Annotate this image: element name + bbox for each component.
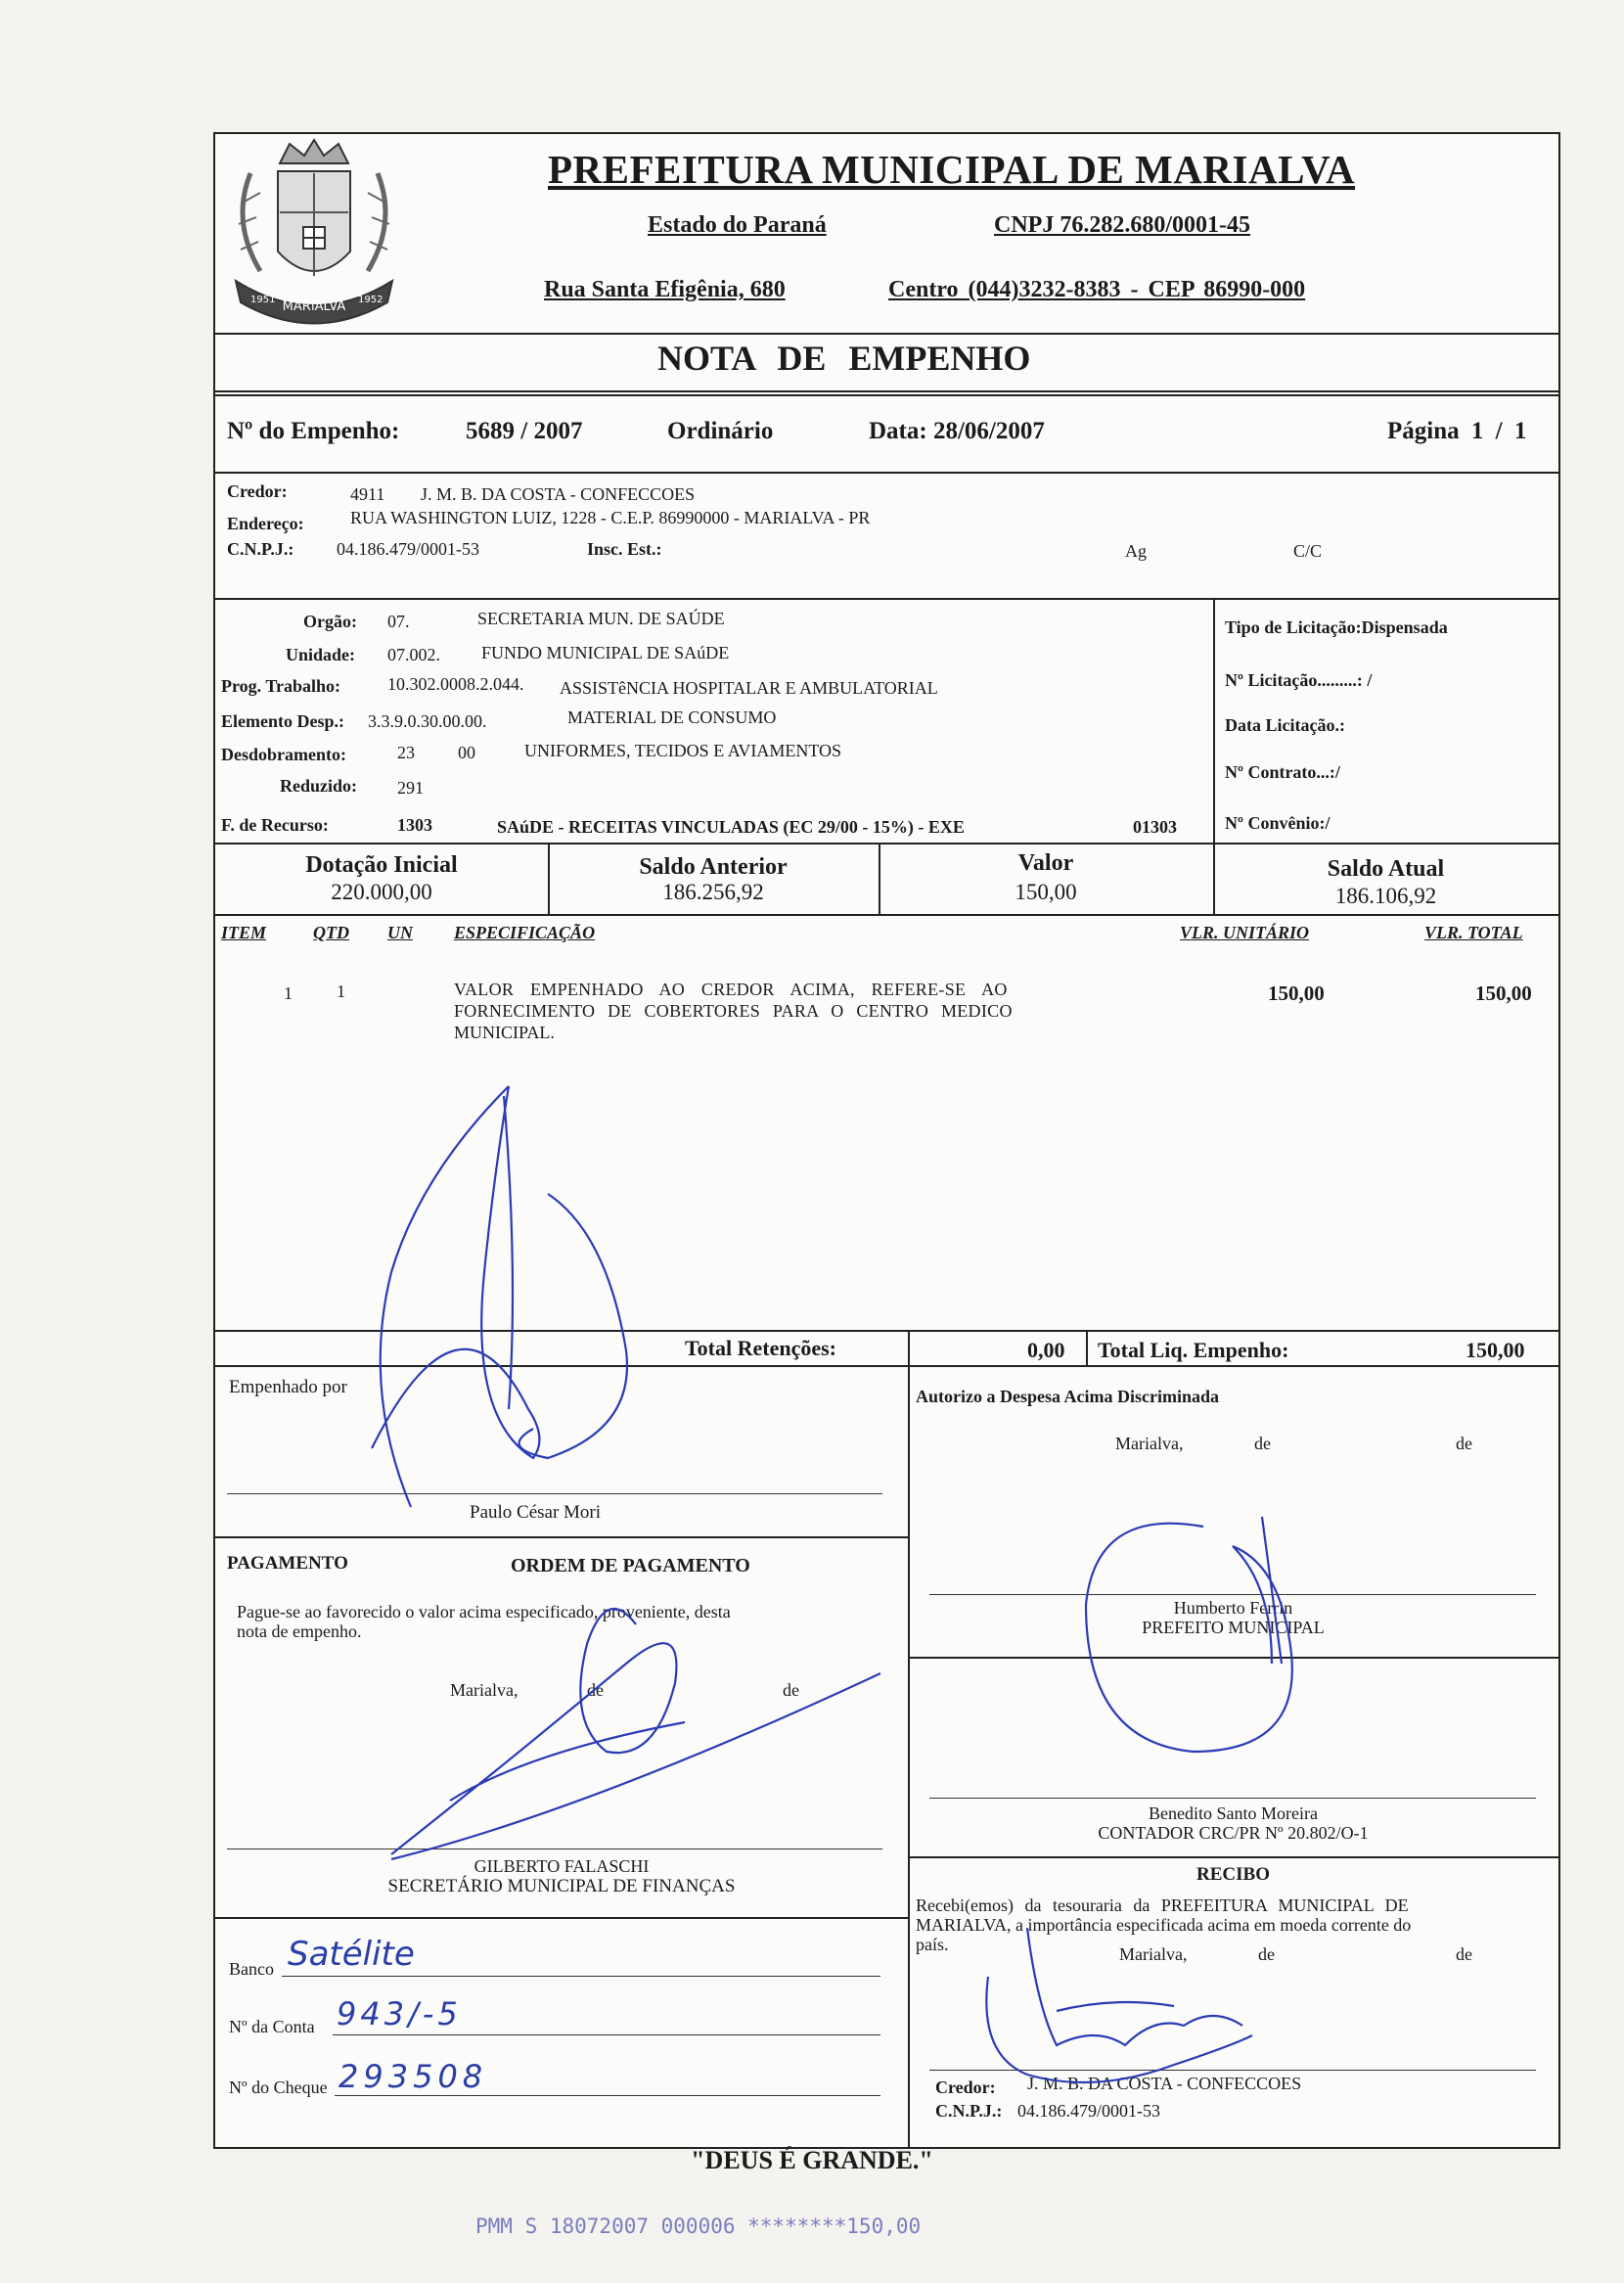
- saldo-label: Saldo Atual: [1327, 856, 1445, 882]
- pagamento-label: PAGAMENTO: [227, 1553, 348, 1574]
- saldo-label: Valor: [1017, 850, 1074, 876]
- orgao-code: 07.: [387, 612, 410, 631]
- recibo-cnpj-label: C.N.P.J.:: [935, 2101, 1003, 2121]
- item-number: 1: [284, 983, 293, 1003]
- licitacao-convenio: Nº Convênio:/: [1225, 813, 1331, 833]
- saldo-value: 186.256,92: [662, 880, 764, 904]
- autorizo-label: Autorizo a Despesa Acima Discriminada: [916, 1387, 1219, 1406]
- ag-label: Ag: [1125, 541, 1147, 561]
- empenho-pagina: Página 1 / 1: [1387, 418, 1527, 444]
- elemento-label: Elemento Desp.:: [221, 711, 344, 731]
- item-unit-value: 150,00: [1268, 982, 1325, 1005]
- recurso-code: 1303: [397, 815, 432, 835]
- banco-value: Satélite: [288, 1935, 415, 1974]
- conta-value: 943/-5: [337, 1995, 462, 2032]
- prog-label: Prog. Trabalho:: [221, 676, 341, 696]
- licitacao-tipo: Tipo de Licitação:Dispensada: [1225, 617, 1448, 637]
- credor-cnpj: 04.186.479/0001-53: [337, 539, 479, 559]
- conta-label: Nº da Conta: [229, 2017, 315, 2036]
- secretario-name: GILBERTO FALASCHI: [474, 1856, 650, 1876]
- motto: "DEUS É GRANDE.": [691, 2146, 933, 2174]
- elemento: MATERIAL DE CONSUMO: [567, 708, 777, 727]
- desdobramento-code2: 00: [458, 743, 475, 762]
- desdobramento-code1: 23: [397, 743, 415, 762]
- col-unit: VLR. UNITÁRIO: [1180, 923, 1310, 942]
- recurso-num: 01303: [1133, 817, 1177, 837]
- header-address: Rua Santa Efigênia, 680: [544, 277, 786, 302]
- header-cnpj: CNPJ 76.282.680/0001-45: [994, 212, 1250, 238]
- item-desc: FORNECIMENTO DE COBERTORES PARA O CENTRO MEDICO: [454, 1001, 1013, 1021]
- recibo-de: de: [1456, 1944, 1472, 1964]
- recibo-cnpj: 04.186.479/0001-53: [1017, 2101, 1160, 2121]
- recibo-credor-label: Credor:: [935, 2078, 996, 2097]
- credor-label: Credor:: [227, 481, 288, 501]
- desdobramento-label: Desdobramento:: [221, 745, 346, 764]
- reduzido: 291: [397, 778, 424, 798]
- saldo-value: 186.106,92: [1334, 884, 1437, 908]
- recibo-text: país.: [916, 1935, 949, 1954]
- elemento-code: 3.3.9.0.30.00.00.: [368, 711, 487, 731]
- cc-label: C/C: [1293, 541, 1323, 561]
- crest-text: MARIALVA: [282, 299, 346, 314]
- contador-title: CONTADOR CRC/PR Nº 20.802/O-1: [1098, 1823, 1369, 1843]
- banco-label: Banco: [229, 1959, 274, 1979]
- credor-code: 4911: [350, 484, 385, 504]
- recibo-de: de: [1258, 1944, 1275, 1964]
- credor-name: J. M. B. DA COSTA - CONFECCOES: [421, 484, 696, 504]
- empenho-number-label: Nº do Empenho:: [227, 418, 400, 444]
- item-desc: MUNICIPAL.: [454, 1023, 555, 1042]
- credor-endereco: RUA WASHINGTON LUIZ, 1228 - C.E.P. 86990000 - MARIALVA - PR: [350, 508, 871, 527]
- prog-code: 10.302.0008.2.044.: [387, 674, 524, 694]
- saldo-value: 150,00: [1015, 880, 1077, 904]
- recibo-credor: J. M. B. DA COSTA - CONFECCOES: [1027, 2074, 1302, 2093]
- unidade-code: 07.002.: [387, 645, 440, 664]
- doc-title: NOTA DE EMPENHO: [657, 339, 1031, 378]
- recibo-city: Marialva,: [1119, 1944, 1188, 1964]
- desdobramento: UNIFORMES, TECIDOS E AVIAMENTOS: [524, 741, 842, 760]
- recibo-text: Recebi(emos) da tesouraria da PREFEITURA MUNICIPAL DE: [916, 1895, 1409, 1915]
- col-item: ITEM: [221, 923, 267, 942]
- saldo-value: 220.000,00: [331, 880, 432, 904]
- pagamento-city: Marialva,: [450, 1680, 519, 1700]
- unidade: FUNDO MUNICIPAL DE SAúDE: [481, 643, 730, 662]
- retencoes-label: Total Retenções:: [685, 1336, 836, 1360]
- empenhado-name: Paulo César Mori: [470, 1502, 602, 1523]
- pagamento-de: de: [783, 1680, 799, 1700]
- prefeito-title: PREFEITO MUNICIPAL: [1142, 1618, 1325, 1637]
- item-qtd: 1: [337, 982, 345, 1001]
- page-title: PREFEITURA MUNICIPAL DE MARIALVA: [548, 147, 1356, 192]
- pagamento-text: nota de empenho.: [237, 1621, 362, 1641]
- retencoes-value: 0,00: [1027, 1338, 1065, 1362]
- empenho-data: Data: 28/06/2007: [869, 418, 1045, 444]
- col-total: VLR. TOTAL: [1424, 923, 1523, 942]
- secretario-title: SECRETÁRIO MUNICIPAL DE FINANÇAS: [387, 1876, 736, 1896]
- liquido-label: Total Liq. Empenho:: [1098, 1338, 1289, 1362]
- autorizo-de: de: [1254, 1434, 1271, 1453]
- insc-label: Insc. Est.:: [587, 539, 662, 559]
- recurso: SAúDE - RECEITAS VINCULADAS (EC 29/00 - 15%) - EXE: [497, 817, 965, 837]
- autorizo-de: de: [1456, 1434, 1472, 1453]
- pagamento-text: Pague-se ao favorecido o valor acima especificado, proveniente, desta: [237, 1602, 731, 1621]
- ordem-pagamento: ORDEM DE PAGAMENTO: [511, 1555, 750, 1576]
- licitacao-data: Data Licitação.:: [1225, 715, 1345, 735]
- col-qtd: QTD: [313, 923, 349, 942]
- crest-year-right: 1952: [358, 295, 383, 305]
- autorizo-city: Marialva,: [1115, 1434, 1184, 1453]
- liquido-value: 150,00: [1466, 1338, 1525, 1362]
- machine-stamp: PMM S 18072007 000006 ********150,00: [475, 2215, 922, 2238]
- cheque-label: Nº do Cheque: [229, 2078, 328, 2097]
- licitacao-numero: Nº Licitação.........: /: [1225, 670, 1373, 690]
- orgao: SECRETARIA MUN. DE SAÚDE: [477, 609, 725, 628]
- cnpj-label: C.N.P.J.:: [227, 539, 294, 559]
- orgao-label: Orgão:: [303, 612, 357, 631]
- reduzido-label: Reduzido:: [280, 776, 358, 796]
- empenho-tipo: Ordinário: [667, 418, 774, 444]
- endereco-label: Endereço:: [227, 514, 304, 533]
- item-total-value: 150,00: [1475, 982, 1532, 1005]
- col-un: UN: [387, 923, 413, 942]
- empenho-number: 5689 / 2007: [466, 418, 583, 444]
- cheque-value: 293508: [338, 2058, 488, 2095]
- crest-year-left: 1951: [250, 295, 276, 305]
- col-espec: ESPECIFICAÇÃO: [454, 923, 596, 942]
- recibo-text: MARIALVA, a importância especificada acima em moeda corrente do: [916, 1915, 1412, 1935]
- prefeito-name: Humberto Ferrin: [1173, 1598, 1293, 1618]
- licitacao-contrato: Nº Contrato...:/: [1225, 762, 1340, 782]
- empenhado-label: Empenhado por: [229, 1377, 347, 1397]
- contador-name: Benedito Santo Moreira: [1149, 1804, 1318, 1823]
- item-desc: VALOR EMPENHADO AO CREDOR ACIMA, REFERE-SE AO: [454, 980, 1008, 999]
- header-contact: Centro (044)3232-8383 - CEP 86990-000: [888, 277, 1306, 302]
- recibo-title: RECIBO: [1196, 1864, 1270, 1885]
- prog: ASSISTêNCIA HOSPITALAR E AMBULATORIAL: [560, 678, 938, 698]
- saldo-label: Saldo Anterior: [639, 854, 788, 880]
- pagamento-de: de: [587, 1680, 604, 1700]
- saldo-label: Dotação Inicial: [305, 852, 458, 878]
- estado: Estado do Paraná: [648, 212, 827, 238]
- recurso-label: F. de Recurso:: [221, 815, 329, 835]
- unidade-label: Unidade:: [286, 645, 356, 664]
